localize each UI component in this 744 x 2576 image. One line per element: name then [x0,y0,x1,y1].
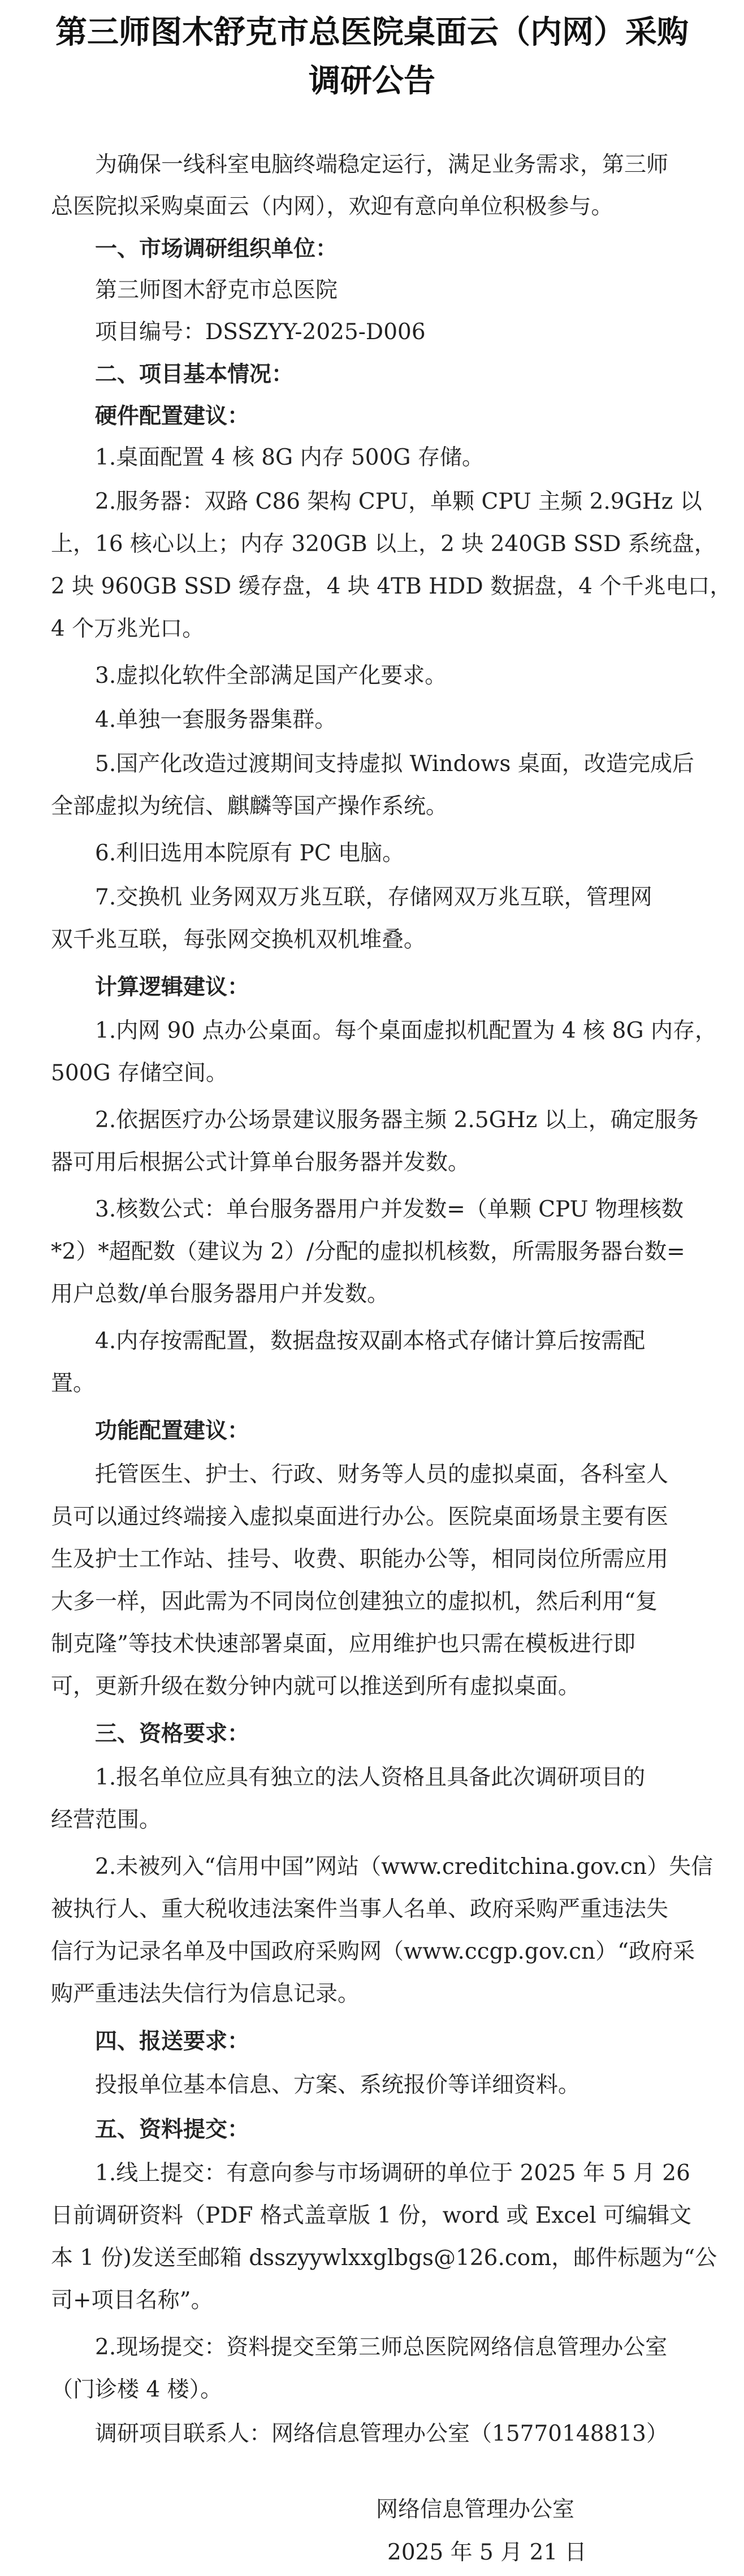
title-line-2: 调研公告 [309,62,435,99]
function-heading: 功能配置建议： [95,1418,250,1444]
qualification-1-line-2: 经营范围。 [51,1807,162,1833]
calc-item-3-line-1: 3.核数公式：单台服务器用户并发数=（单颗 CPU 物理核数 [95,1197,684,1222]
calc-item-2-line-1: 2.依据医疗办公场景建议服务器主频 2.5GHz 以上，确定服务 [95,1107,699,1133]
contact-person: 调研项目联系人：网络信息管理办公室（15770148813） [95,2421,668,2447]
qualification-1-line-1: 1.报名单位应具有独立的法人资格且具备此次调研项目的 [95,1765,646,1790]
function-line-4: 大多一样，因此需为不同岗位创建独立的虚拟机，然后利用“复 [51,1589,658,1614]
online-submit-line-1: 1.线上提交：有意向参与市场调研的单位于 2025 年 5 月 26 [95,2161,690,2186]
function-line-5: 制克隆”等技术快速部署桌面，应用维护也只需在模板进行即 [51,1631,635,1657]
section-4-heading: 四、报送要求： [95,2028,250,2054]
hardware-item-5-line-1: 5.国产化改造过渡期间支持虚拟 Windows 桌面，改造完成后 [95,751,694,777]
function-line-6: 可，更新升级在数分钟内就可以推送到所有虚拟桌面。 [51,1674,581,1699]
hardware-item-4: 4.单独一套服务器集群。 [95,707,337,733]
section-2-heading: 二、项目基本情况： [95,361,294,387]
hardware-item-7-line-1: 7.交换机 业务网双万兆互联，存储网双万兆互联，管理网 [95,885,652,910]
calc-item-4-line-1: 4.内存按需配置，数据盘按双副本格式存储计算后按需配 [95,1328,646,1354]
section-1-heading: 一、市场调研组织单位： [95,236,338,262]
intro-line-2: 总医院拟采购桌面云（内网），欢迎有意向单位积极参与。 [51,194,613,219]
calc-item-3-line-3: 用户总数/单台服务器用户并发数。 [51,1281,390,1307]
qualification-2-line-3: 信行为记录名单及中国政府采购网（www.ccgp.gov.cn）“政府采 [51,1939,695,1964]
section-5-heading: 五、资料提交： [95,2116,250,2142]
function-line-1: 托管医生、护士、行政、财务等人员的虚拟桌面，各科室人 [95,1462,669,1487]
calc-item-2-line-2: 器可用后根据公式计算单台服务器并发数。 [51,1150,470,1175]
hardware-item-3: 3.虚拟化软件全部满足国产化要求。 [95,663,447,689]
hardware-item-6: 6.利旧选用本院原有 PC 电脑。 [95,841,405,866]
signature-office: 网络信息管理办公室 [376,2497,575,2522]
calc-heading: 计算逻辑建议： [95,974,250,1000]
hardware-item-2-line-3: 2 块 960GB SSD 缓存盘，4 块 4TB HDD 数据盘，4 个千兆电口， [51,574,732,599]
qualification-2-line-2: 被执行人、重大税收违法案件当事人名单、政府采购严重违法失 [51,1897,669,1922]
calc-item-4-line-2: 置。 [51,1371,96,1396]
page-title [23,8,721,105]
hardware-item-2-line-4: 4 个万兆光口。 [51,616,205,642]
hardware-item-5-line-2: 全部虚拟为统信、麒麟等国产操作系统。 [51,794,448,819]
calc-item-3-line-2: *2）*超配数（建议为 2）/分配的虚拟机核数，所需服务器台数= [51,1239,685,1265]
section-3-heading: 三、资格要求： [95,1721,250,1747]
hardware-heading: 硬件配置建议： [95,403,250,429]
hardware-item-7-line-2: 双千兆互联，每张网交换机双机堆叠。 [51,927,426,953]
function-line-2: 员可以通过终端接入虚拟桌面进行办公。医院桌面场景主要有医 [51,1504,669,1530]
onsite-submit-line-1: 2.现场提交：资料提交至第三师总医院网络信息管理办公室 [95,2335,668,2360]
qualification-2-line-4: 购严重违法失信行为信息记录。 [51,1981,360,2007]
signature-date: 2025 年 5 月 21 日 [387,2540,587,2565]
hardware-item-1: 1.桌面配置 4 核 8G 内存 500G 存储。 [95,445,484,470]
online-submit-line-4: 司+项目名称”。 [51,2288,213,2313]
calc-item-1-line-2: 500G 存储空间。 [51,1060,228,1086]
qualification-2-line-1: 2.未被列入“信用中国”网站（www.creditchina.gov.cn）失信 [95,1854,713,1880]
title-line-1: 第三师图木舒克市总医院桌面云（内网）采购 [55,14,689,51]
calc-item-1-line-1: 1.内网 90 点办公桌面。每个桌面虚拟机配置为 4 核 8G 内存， [95,1018,717,1044]
hardware-item-2-line-2: 上，16 核心以上；内存 320GB 以上，2 块 240GB SSD 系统盘， [51,531,716,557]
intro-line-1: 为确保一线科室电脑终端稳定运行，满足业务需求，第三师 [95,152,669,177]
online-submit-line-3: 本 1 份)发送至邮箱 dsszyywlxxglbgs@126.com，邮件标题为“公 [51,2245,717,2271]
project-number: 项目编号：DSSZYY-2025-D006 [95,319,426,345]
onsite-submit-line-2: （门诊楼 4 楼）。 [51,2377,223,2402]
online-submit-line-2: 日前调研资料（PDF 格式盖章版 1 份，word 或 Excel 可编辑文 [51,2203,692,2228]
hardware-item-2-line-1: 2.服务器：双路 C86 架构 CPU，单颗 CPU 主频 2.9GHz 以 [95,489,702,514]
function-line-3: 生及护士工作站、挂号、收费、职能办公等，相同岗位所需应用 [51,1547,669,1572]
submission-requirements: 投报单位基本信息、方案、系统报价等详细资料。 [95,2072,581,2098]
organizer-name: 第三师图木舒克市总医院 [95,278,338,303]
